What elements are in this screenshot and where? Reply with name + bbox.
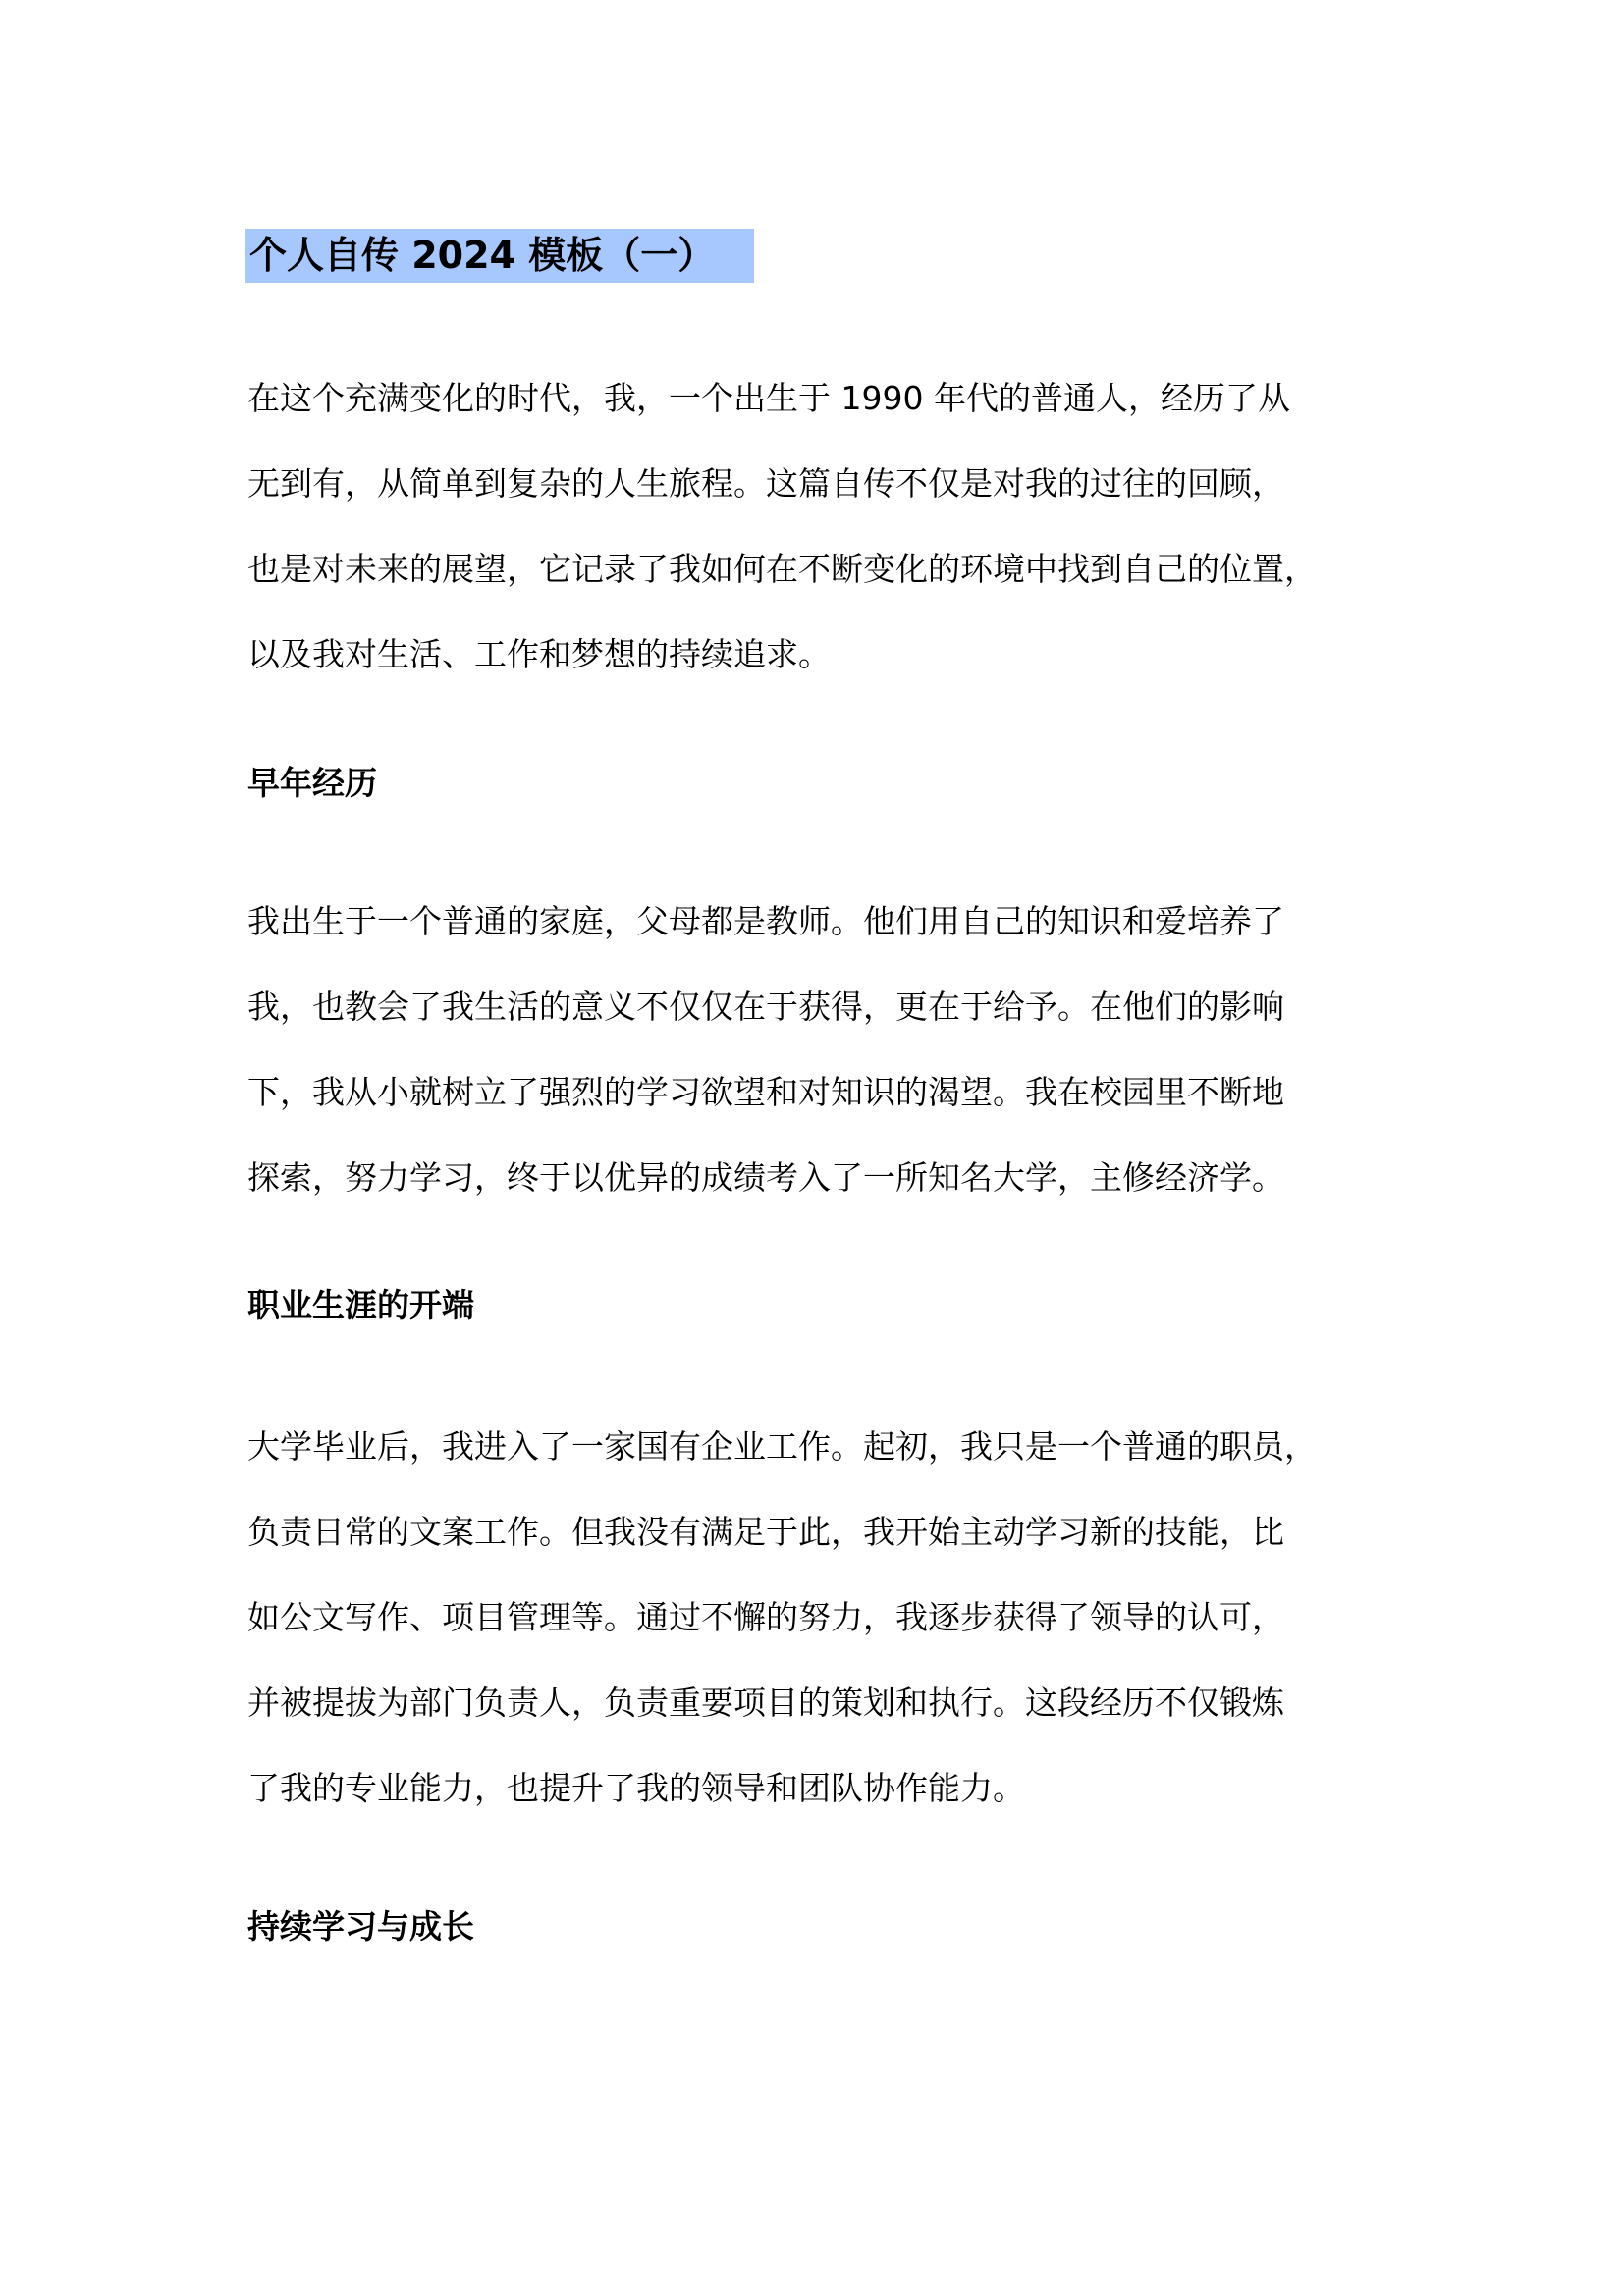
paragraph-line: 探索，努力学习，终于以优异的成绩考入了一所知名大学，主修经济学。 — [247, 1158, 1284, 1197]
paragraph-line: 了我的专业能力，也提升了我的领导和团队协作能力。 — [247, 1769, 1025, 1807]
paragraph-line: 也是对未来的展望，它记录了我如何在不断变化的环境中找到自己的位置， — [247, 550, 1317, 588]
section-heading-continuous-learning: 持续学习与成长 — [247, 1907, 474, 1946]
section-heading-career-start: 职业生涯的开端 — [247, 1286, 474, 1324]
career-start-paragraph — [247, 1404, 1406, 1831]
paragraph-line: 无到有，从简单到复杂的人生旅程。这篇自传不仅是对我的过往的回顾， — [247, 464, 1284, 503]
paragraph-line: 下，我从小就树立了强烈的学习欲望和对知识的渴望。我在校园里不断地 — [247, 1073, 1284, 1111]
section-heading-early-life: 早年经历 — [247, 764, 377, 802]
paragraph-line: 如公文写作、项目管理等。通过不懈的努力，我逐步获得了领导的认可， — [247, 1598, 1284, 1636]
paragraph-line: 负责日常的文案工作。但我没有满足于此，我开始主动学习新的技能，比 — [247, 1513, 1284, 1551]
paragraph-line: 我，也教会了我生活的意义不仅仅在于获得，更在于给予。在他们的影响 — [247, 988, 1284, 1026]
title-highlight — [245, 229, 754, 283]
paragraph-line: 大学毕业后，我进入了一家国有企业工作。起初，我只是一个普通的职员， — [247, 1427, 1317, 1466]
document-title: 个人自传 2024 模板（一） — [249, 234, 716, 277]
paragraph-line: 并被提拔为部门负责人，负责重要项目的策划和执行。这段经历不仅锻炼 — [247, 1683, 1284, 1722]
paragraph-line: 我出生于一个普通的家庭，父母都是教师。他们用自己的知识和爱培养了 — [247, 902, 1284, 940]
paragraph-line: 在这个充满变化的时代，我，一个出生于 1990 年代的普通人，经历了从 — [247, 379, 1290, 417]
early-life-paragraph — [247, 879, 1406, 1220]
paragraph-line: 以及我对生活、工作和梦想的持续追求。 — [247, 635, 831, 673]
intro-paragraph — [247, 355, 1406, 697]
